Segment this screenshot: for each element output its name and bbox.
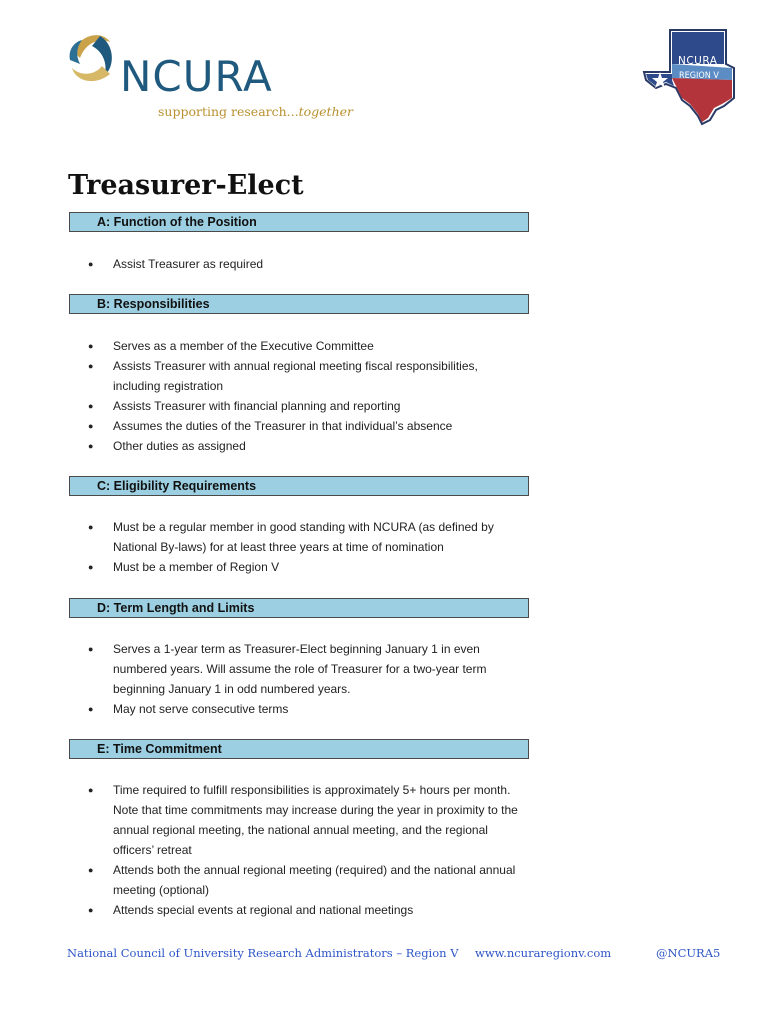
section-header-time-commitment: E: Time Commitment xyxy=(69,739,529,759)
list-item: ● May not serve consecutive terms xyxy=(88,699,528,719)
list-item: ● Attends special events at regional and national meetings xyxy=(88,900,528,920)
section-header-eligibility: C: Eligibility Requirements xyxy=(69,476,529,496)
list-item: ● Assumes the duties of the Treasurer in that individual’s absence xyxy=(88,416,528,436)
list-item: ● Must be a regular member in good standing with NCURA (as defined by National By-laws) for at least three years at time of nomination xyxy=(88,517,528,557)
section-list-responsibilities xyxy=(88,336,528,456)
logo-wordmark: NCURA xyxy=(120,52,273,101)
list-item: ● Time required to fulfill responsibilities is approximately 5+ hours per month. Note that time commitments may increase during the year in proximity to the annual regional meeting, the national annual meeting, and the regional officers’ retreat xyxy=(88,780,528,860)
logo-tagline: supporting research...together xyxy=(158,104,354,119)
list-item: ● Attends both the annual regional meeting (required) and the national annual meeting (optional) xyxy=(88,860,528,900)
list-item: ● Assist Treasurer as required xyxy=(88,254,528,274)
list-item: ● Other duties as assigned xyxy=(88,436,528,456)
list-item: ● Serves as a member of the Executive Committee xyxy=(88,336,528,356)
region-logo-title: NCURA xyxy=(678,55,718,67)
footer-social-handle[interactable]: @NCURA5 xyxy=(656,946,721,960)
region-v-logo xyxy=(640,28,740,126)
section-header-function: A: Function of the Position xyxy=(69,212,529,232)
section-list-time-commitment xyxy=(88,780,528,920)
list-item: ● Assists Treasurer with annual regional meeting fiscal responsibilities, including registration xyxy=(88,356,528,396)
section-header-responsibilities: B: Responsibilities xyxy=(69,294,529,314)
list-item: ● Must be a member of Region V xyxy=(88,557,528,577)
section-list-function xyxy=(88,254,528,274)
section-header-term: D: Term Length and Limits xyxy=(69,598,529,618)
ncura-logo xyxy=(66,30,354,125)
section-list-term xyxy=(88,639,528,719)
ncura-swirl-icon xyxy=(66,30,126,90)
footer-org: National Council of University Research Administrators – Region V xyxy=(67,946,459,960)
region-logo-subtitle: REGION V xyxy=(679,71,719,81)
page-title: Treasurer-Elect xyxy=(68,170,304,201)
footer-website-link[interactable]: www.ncuraregionv.com xyxy=(475,946,612,960)
list-item: ● Assists Treasurer with financial planning and reporting xyxy=(88,396,528,416)
section-list-eligibility xyxy=(88,517,528,577)
list-item: ● Serves a 1-year term as Treasurer-Elect beginning January 1 in even numbered years. Will assume the role of Treasurer for a two-year term beginning January 1 in odd numbered years. xyxy=(88,639,528,699)
page-footer xyxy=(67,946,721,964)
